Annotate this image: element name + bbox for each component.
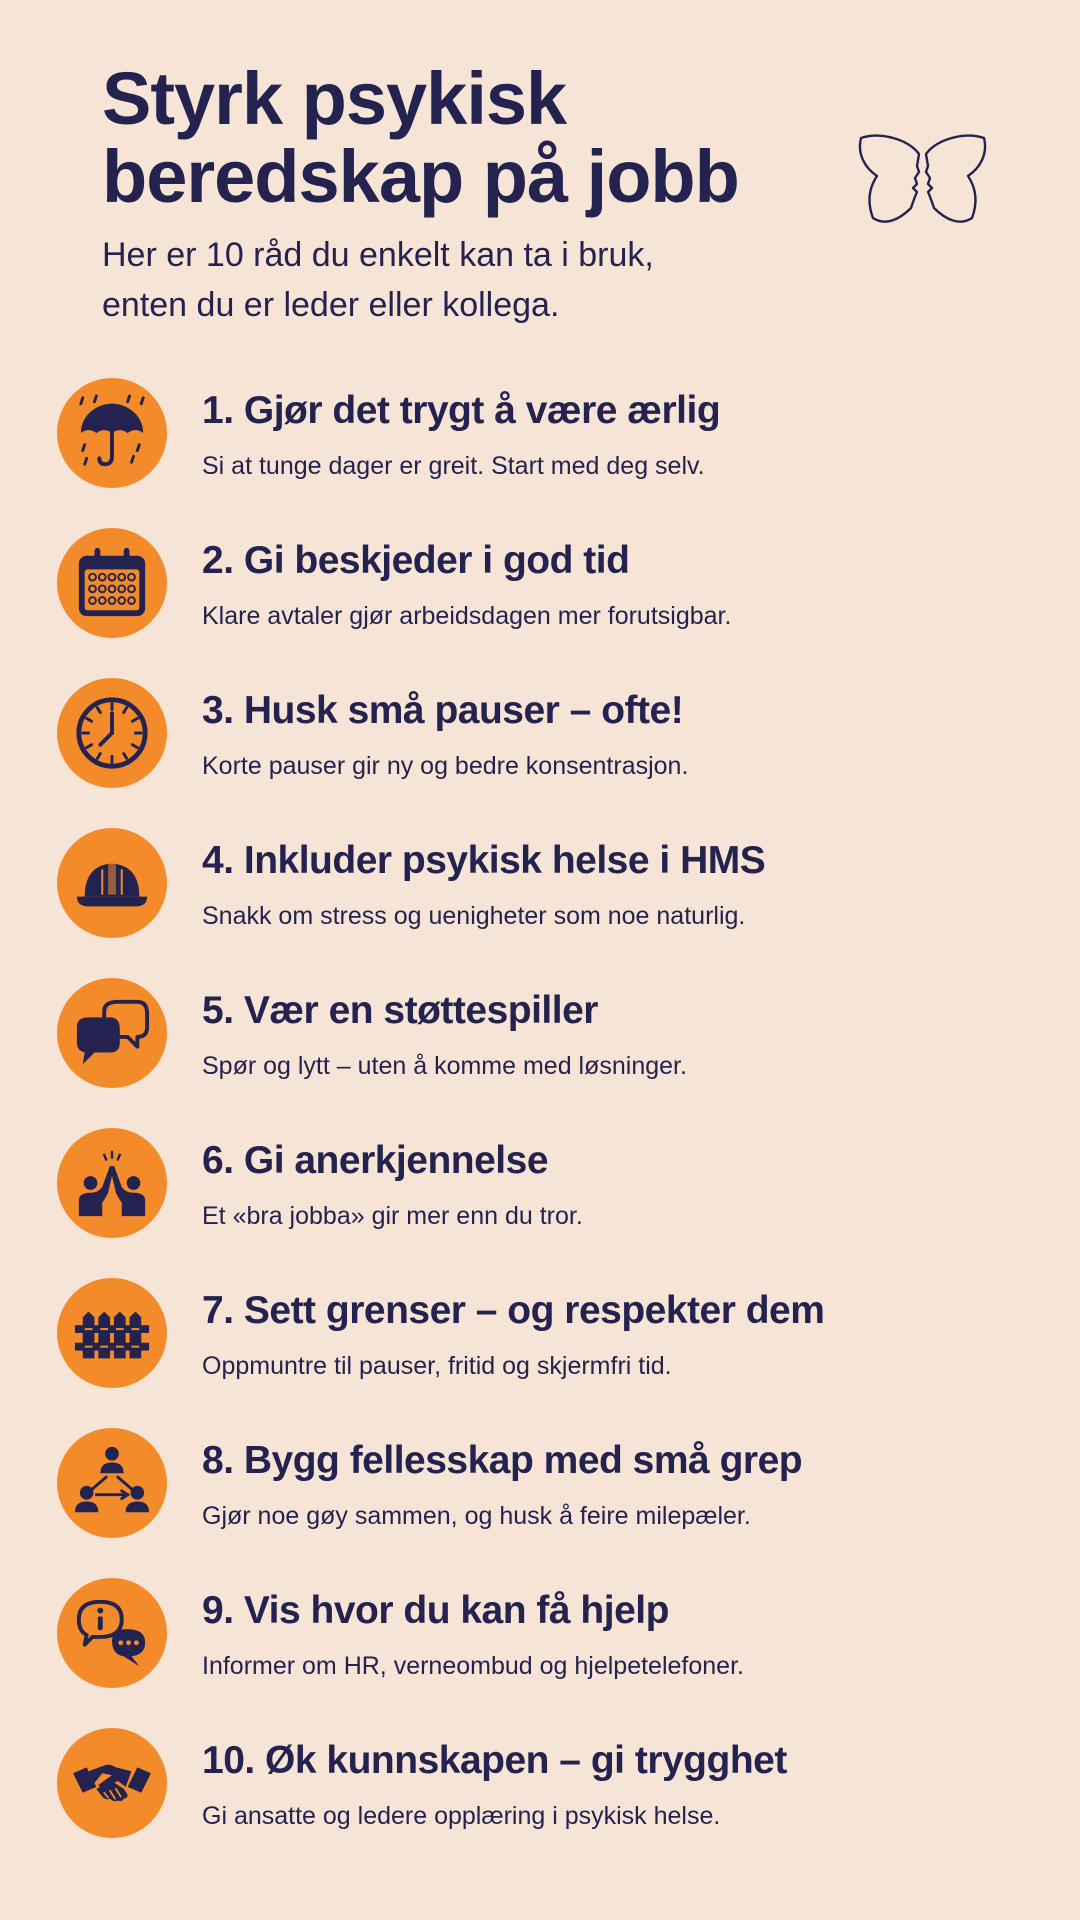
tip-item-4 [57, 828, 1057, 948]
butterfly-faces-icon [855, 132, 990, 232]
tip-item-8 [57, 1428, 1057, 1548]
subtitle-line-2: enten du er leder eller kollega. [102, 286, 560, 324]
subtitle [102, 230, 802, 330]
tip-text: Korte pauser gir ny og bedre konsentrasjon. [202, 752, 689, 780]
tip-item-3 [57, 678, 1057, 798]
handshake-icon [57, 1728, 167, 1838]
tip-title: 8. Bygg fellesskap med små grep [202, 1439, 803, 1482]
tip-text: Et «bra jobba» gir mer enn du tror. [202, 1202, 583, 1230]
tip-title: 6. Gi anerkjennelse [202, 1139, 549, 1182]
tip-text: Gjør noe gøy sammen, og husk å feire milepæler. [202, 1502, 751, 1530]
tip-text: Si at tunge dager er greit. Start med deg selv. [202, 452, 705, 480]
tip-title: 9. Vis hvor du kan få hjelp [202, 1589, 669, 1632]
tip-item-5 [57, 978, 1057, 1098]
tip-title: 3. Husk små pauser – ofte! [202, 689, 684, 732]
title-line-1: Styrk psykisk [102, 57, 567, 140]
high-five-icon [57, 1128, 167, 1238]
tip-text: Snakk om stress og uenigheter som noe naturlig. [202, 902, 746, 930]
tip-title: 5. Vær en støttespiller [202, 989, 598, 1032]
tip-item-2 [57, 528, 1057, 648]
tip-item-1 [57, 378, 1057, 498]
tip-title: 4. Inkluder psykisk helse i HMS [202, 839, 766, 882]
tip-text: Oppmuntre til pauser, fritid og skjermfri tid. [202, 1352, 672, 1380]
title-line-2: beredskap på jobb [102, 135, 739, 218]
header [102, 57, 802, 330]
umbrella-icon [57, 378, 167, 488]
hard-hat-icon [57, 828, 167, 938]
tip-item-6 [57, 1128, 1057, 1248]
network-people-icon [57, 1428, 167, 1538]
speech-bubbles-icon [57, 978, 167, 1088]
fence-icon [57, 1278, 167, 1388]
calendar-icon [57, 528, 167, 638]
tip-title: 10. Øk kunnskapen – gi trygghet [202, 1739, 787, 1782]
clock-icon [57, 678, 167, 788]
tip-title: 7. Sett grenser – og respekter dem [202, 1289, 825, 1332]
tip-title: 2. Gi beskjeder i god tid [202, 539, 630, 582]
tip-text: Klare avtaler gjør arbeidsdagen mer forutsigbar. [202, 602, 732, 630]
tip-title: 1. Gjør det trygt å være ærlig [202, 389, 721, 432]
tip-item-9 [57, 1578, 1057, 1698]
tip-item-7 [57, 1278, 1057, 1398]
tip-text: Informer om HR, verneombud og hjelpetelefoner. [202, 1652, 744, 1680]
info-chat-icon [57, 1578, 167, 1688]
tip-text: Spør og lytt – uten å komme med løsninger. [202, 1052, 687, 1080]
tip-text: Gi ansatte og ledere opplæring i psykisk helse. [202, 1802, 721, 1830]
tip-item-10 [57, 1728, 1057, 1848]
page-title [102, 57, 802, 218]
subtitle-line-1: Her er 10 råd du enkelt kan ta i bruk, [102, 236, 654, 274]
